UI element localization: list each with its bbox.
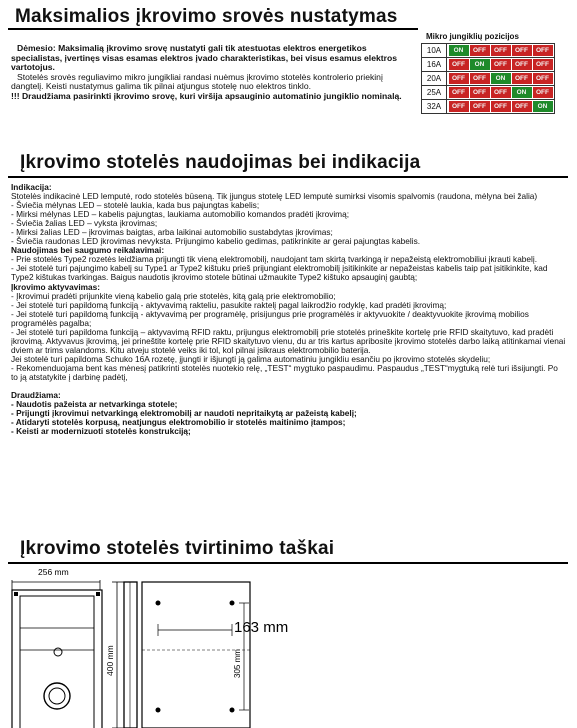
indication-heading: Indikacija: — [11, 182, 52, 192]
activation-line: - Įkrovimui pradėti prijunkite vieną kabelio galą prie stotelės, kitą galą prie elektromobilio; — [11, 290, 336, 301]
dip-switches — [447, 58, 555, 72]
dip-switches — [447, 72, 555, 86]
width-dimension — [12, 580, 100, 590]
dip-switch: OFF — [512, 59, 532, 70]
width-label: 256 mm — [38, 567, 69, 577]
dip-switches — [447, 44, 555, 58]
section1-title: Maksimalios įkrovimo srovės nustatymas — [15, 6, 398, 27]
dip-amp-label: 10A — [422, 44, 447, 58]
dip-switch: OFF — [512, 45, 532, 56]
indication-line: - Mirksi žalias LED – įkrovimas baigtas, arba laikinai automobilio sustabdytas įkrovimas; — [11, 227, 333, 238]
spacing-label: 163 mm — [234, 619, 289, 636]
activation-line: Jei stotelė turi papildoma Schuko 16A rozetę, įjungti ir išjungti ją galima automatiniu jungikliu esančiu po įkrovimo stotelės skydeliu; — [11, 353, 491, 364]
indication-list — [11, 192, 566, 246]
dip-switch: OFF — [491, 59, 511, 70]
dip-switch: ON — [470, 59, 490, 70]
activation-line: - Jei stotelė turi papildoma funkciją – aktyvavimą RFID raktu, prijungus elektromobilį prie stotelės prineškite kortelę prie RFID skaitytuvo, kad pradėti įkrovimą. Aktyvavus įkrovimą, jei prineštite kortelę prie RFID skaitytuvo vienu, du ar tris kartus apribosite įkrovimo stotelės darbo laiką atitinkamai vienai dviem ar trims valandoms. Kitu atveju stotelė veiks iki tol, kol pilnai įsikraus elektromobilio baterija. — [11, 326, 566, 355]
corner-screw-icon — [14, 592, 100, 596]
dip-amp-label: 16A — [422, 58, 447, 72]
dip-amp-label: 20A — [422, 72, 447, 86]
dip-switch: OFF — [533, 45, 553, 56]
dip-switch: OFF — [512, 101, 532, 112]
dip-amp-label: 25A — [422, 86, 447, 100]
dip-amp-label: 32A — [422, 100, 447, 114]
dip-switch: OFF — [533, 59, 553, 70]
dip-switch: OFF — [449, 59, 469, 70]
dip-row — [422, 44, 555, 58]
prohibited-line: - Naudotis pažeista ar netvarkinga stotele; — [11, 399, 178, 410]
dip-switch: OFF — [470, 45, 490, 56]
activation-heading: Įkrovimo aktyvavimas: — [11, 281, 101, 292]
section3-title: Įkrovimo stotelės tvirtinimo taškai — [20, 538, 335, 559]
dip-switch: OFF — [449, 87, 469, 98]
prohibited-list — [11, 400, 566, 436]
vertical-label: 305 mm — [233, 649, 242, 678]
mounting-hole-icon — [156, 601, 235, 713]
dip-switch: OFF — [470, 87, 490, 98]
dip-switches — [447, 100, 555, 114]
prohibited-line: - Keisti ar modernizuoti stotelės konstrukciją; — [11, 426, 191, 437]
activation-line: - Jei stotelė turi papildomą funkciją - aktyvavimą rakteliu, pasukite raktelį pagal laikrodžio rodyklę, kad pradėti įkrovimą; — [11, 299, 447, 310]
dip-row — [422, 58, 555, 72]
dip-switch: ON — [491, 73, 511, 84]
activation-list — [11, 292, 566, 382]
prohibited-line: - Prijungti įkrovimui netvarkingą elektromobilį ar naudoti nepritaikytą ar pažeistą kabelį; — [11, 408, 357, 419]
indication-line: - Mirksi mėlynas LED – kabelis pajungtas, laukiama automobilio komandos pradėti įkrovimą; — [11, 209, 350, 220]
dip-switch: OFF — [470, 101, 490, 112]
usage-section — [11, 183, 566, 436]
spacing-dimension — [158, 624, 232, 636]
dip-row — [422, 100, 555, 114]
safety-line: - Prie stotelės Type2 rozetės leidžiama prijungti tik vieną elektromobilį, naudojant tam skirtą tvarkingą ir nepažeistą elektromobiliui įkrauti kabelį. — [11, 254, 538, 265]
dip-row — [422, 86, 555, 100]
dip-switch: OFF — [491, 45, 511, 56]
dip-row — [422, 72, 555, 86]
info-text: Stotelės srovės reguliavimo mikro jungikliai randasi nuėmus įkrovimo stotelės kontrolerio priekinį dangtelį. Keisti nustatymus galima tik pilnai atjungus stotelę nuo elektros tinklo. — [11, 71, 383, 92]
dip-table-title: Mikro jungiklių pozicijos — [426, 32, 519, 41]
dip-switch-table — [421, 43, 555, 114]
dip-switch: OFF — [533, 87, 553, 98]
mounting-drawing — [0, 560, 577, 728]
indication-line: Stotelės indikacinė LED lemputė, rodo stotelės būseną. Tik įjungus stotelę LED lemputė sumirksi visomis spalvomis (raudona, mėlyna bei žalia) — [11, 191, 538, 202]
section1-text — [11, 44, 415, 102]
prohibited-heading: Draudžiama: — [11, 390, 61, 401]
side-view — [124, 582, 137, 728]
dip-switches — [447, 86, 555, 100]
indication-line: - Šviečia raudonas LED įkrovimas nevyksta. Prijungimo kabelio gedimas, patikrinkite ar gerai pajungtas kabelis. — [11, 236, 421, 247]
dip-switch: OFF — [491, 101, 511, 112]
indication-line: - Šviečia žalias LED – vyksta įkrovimas; — [11, 218, 158, 229]
section1-rule — [8, 28, 418, 30]
dip-switch: OFF — [449, 73, 469, 84]
safety-line: - Jei stotelė turi pajungimo kabelį su Type1 ar Type2 kištuku prieš prijungiant elektromobilį įsitikinkite ar nepažeistas kabelis taip pat įsitikinkite, kad Type2 kištukas tvarkingas. Baigus naudotis įkrovimo stotele būtinai užmaukite Type2 kištuko apsauginį gaubtą; — [11, 263, 548, 283]
dip-switch: ON — [533, 101, 553, 112]
dip-switch: OFF — [470, 73, 490, 84]
safety-heading: Naudojimas bei saugumo reikalavimai: — [11, 245, 165, 256]
section2-title: Įkrovimo stotelės naudojimas bei indikacija — [20, 152, 421, 173]
height-label: 400 mm — [105, 645, 115, 676]
dip-switch: OFF — [491, 87, 511, 98]
dip-switch: ON — [512, 87, 532, 98]
section2-rule — [8, 176, 568, 178]
indication-line: - Šviečia mėlynas LED – stotelė laukia, kada bus pajungtas kabelis; — [11, 200, 260, 211]
activation-line: - Rekomenduojama bent kas mėnesį patikrinti stotelės nuotekio relę, „TEST“ mygtuko paspaudimu. Paspaudus „TEST“mygtuką relė turi išsijungti. Po to ją atstatykite į darbinę padėtį, — [11, 362, 558, 382]
prohibition-text: !!! Draudžiama pasirinkti įkrovimo srovę, kuri viršija apsauginio automatinio jungiklio nominalą. — [11, 90, 402, 101]
dip-switch: OFF — [512, 73, 532, 84]
activation-line: - Jei stotelė turi papildomą funkciją - aktyvavimą per programėlę, prisijungus prie programėlės ir aktyvuokite / deaktyvuokite įkrovimą mobilios programėlės pagalba; — [11, 308, 529, 328]
warning-text: Dėmesio: Maksimalią įkrovimo srovę nustatyti gali tik atestuotas elektros energetikos specialistas, įvertinęs visas esamas elektros įvado charakteristikas, bei visus esamus elektros vartotojus. — [11, 43, 397, 73]
safety-list — [11, 255, 566, 282]
prohibited-line: - Atidaryti stotelės korpusą, neatjungus elektromobilio ir stotelės maitinimo įtampos; — [11, 417, 346, 428]
front-view — [12, 590, 102, 728]
dip-switch: OFF — [449, 101, 469, 112]
dip-switch: OFF — [533, 73, 553, 84]
dip-switch: ON — [449, 45, 469, 56]
